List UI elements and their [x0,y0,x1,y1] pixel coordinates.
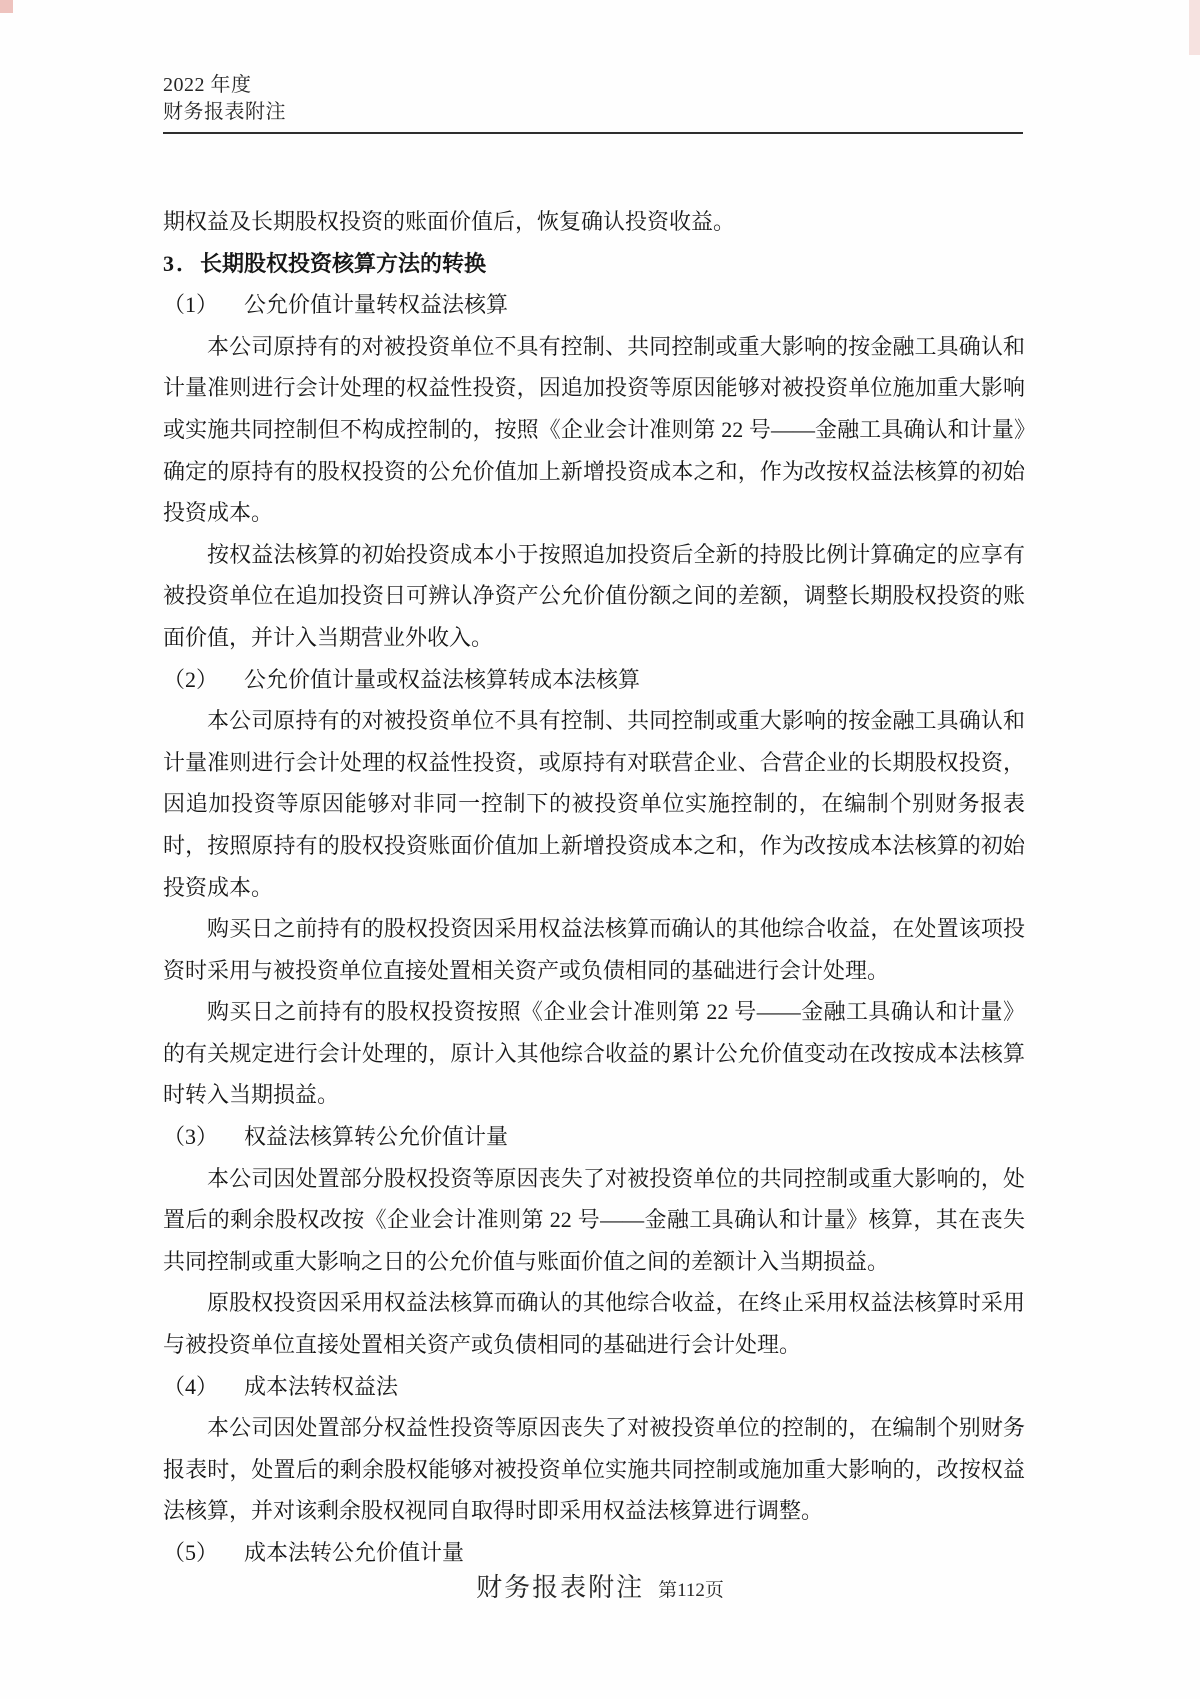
paragraph: 本公司原持有的对被投资单位不具有控制、共同控制或重大影响的按金融工具确认和计量准则进行会计处理的权益性投资，因追加投资等原因能够对被投资单位施加重大影响或实施共同控制但不构成控制的，按照《企业会计准则第 22 号——金融工具确认和计量》确定的原持有的股权投资的公允价值加上新增投资成本之和，作为改按权益法核算的初始投资成本。 [163,333,1025,526]
paragraph: 本公司原持有的对被投资单位不具有控制、共同控制或重大影响的按金融工具确认和计量准则进行会计处理的权益性投资，或原持有对联营企业、合营企业的长期股权投资，因追加投资等原因能够对非同一控制下的被投资单位实施控制的，在编制个别财务报表时，按照原持有的股权投资账面价值加上新增投资成本之和，作为改按成本法核算的初始投资成本。 [163,708,1025,900]
section-title: 长期股权投资核算方法的转换 [200,250,487,276]
item-title: 权益法核算转公允价值计量 [244,1124,509,1150]
section-number: 3． [163,250,201,276]
item-title: 公允价值计量转权益法核算 [244,292,509,318]
paragraph: 按权益法核算的初始投资成本小于按照追加投资后全新的持股比例计算确定的应享有被投资单位在追加投资日可辨认净资产公允价值份额之间的差额，调整长期股权投资的账面价值，并计入当期营业外收入。 [163,541,1025,650]
item-number: （4） [163,1373,219,1399]
item-number: （5） [163,1540,219,1565]
scan-mark-top-right [1189,0,1200,55]
paragraph: 期权益及长期股权投资的账面价值后，恢复确认投资收益。 [163,209,736,234]
footer-title: 财务报表附注 [476,1573,645,1602]
numbered-item [163,659,1025,701]
paragraph: 原股权投资因采用权益法核算而确认的其他综合收益，在终止采用权益法核算时采用与被投资单位直接处置相关资产或负债相同的基础进行会计处理。 [163,1290,1025,1358]
paragraph: 本公司因处置部分权益性投资等原因丧失了对被投资单位的控制的，在编制个别财务报表时，处置后的剩余股权能够对被投资单位实施共同控制或施加重大影响的，改按权益法核算，并对该剩余股权视同自取得时即采用权益法核算进行调整。 [163,1415,1025,1524]
header-title: 财务报表附注 [163,101,286,123]
document-body [163,201,1025,1574]
item-number: （1） [163,292,219,318]
scan-mark-top-left [0,0,13,13]
section-heading [163,243,1025,285]
numbered-item [163,1116,1025,1158]
item-number: （3） [163,1124,219,1150]
paragraph: 购买日之前持有的股权投资因采用权益法核算而确认的其他综合收益，在处置该项投资时采用与被投资单位直接处置相关资产或负债相同的基础进行会计处理。 [163,916,1025,983]
footer-page-number: 第112页 [658,1580,724,1601]
paragraph: 购买日之前持有的股权投资按照《企业会计准则第 22 号——金融工具确认和计量》的有关规定进行会计处理的，原计入其他综合收益的累计公允价值变动在改按成本法核算时转入当期损益。 [163,999,1025,1108]
item-number: （2） [163,666,219,692]
header-year: 2022 年度 [163,74,252,96]
item-title: 成本法转公允价值计量 [244,1540,465,1565]
page-header [163,72,1023,134]
paragraph: 本公司因处置部分股权投资等原因丧失了对被投资单位的共同控制或重大影响的，处置后的剩余股权改按《企业会计准则第 22 号——金融工具确认和计量》核算，其在丧失共同控制或重大影响之日的公允价值与账面价值之间的差额计入当期损益。 [163,1165,1025,1274]
numbered-item [163,1366,1025,1408]
item-title: 成本法转权益法 [244,1373,399,1399]
page-footer [0,1567,1200,1604]
numbered-item [163,284,1025,326]
item-title: 公允价值计量或权益法核算转成本法核算 [244,666,641,692]
